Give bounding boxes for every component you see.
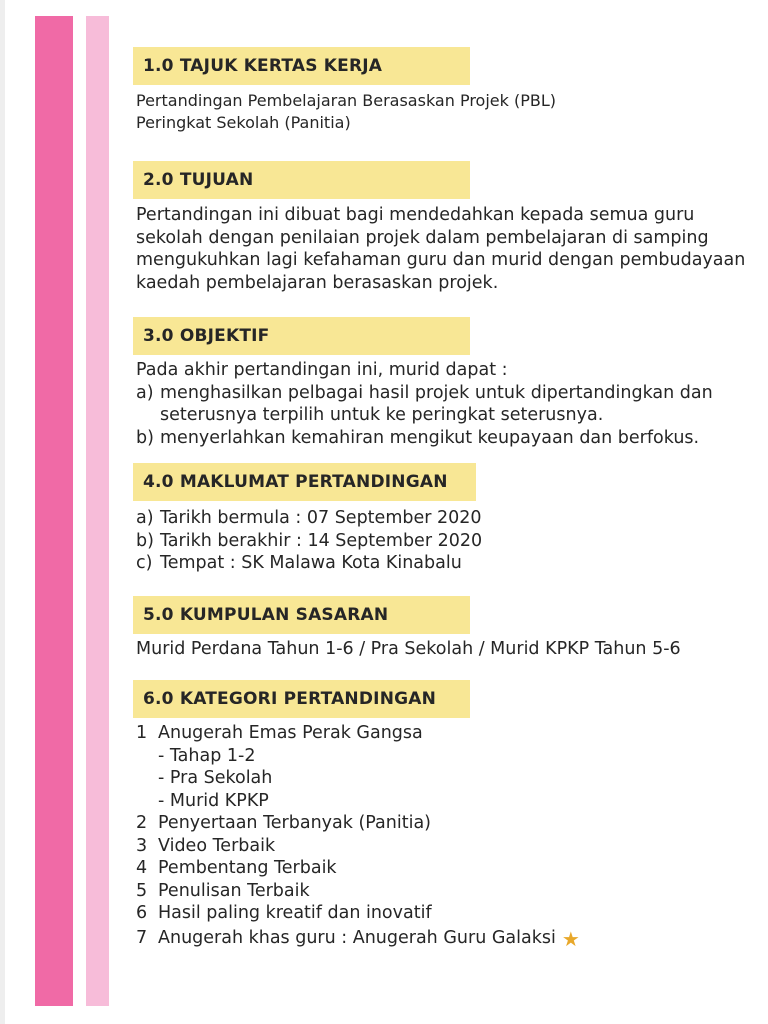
tujuan-line: sekolah dengan penilaian projek dalam pembelajaran di samping bbox=[136, 227, 709, 248]
kategori-list bbox=[136, 722, 580, 949]
item-number: 6 bbox=[136, 903, 148, 923]
tujuan-line: kaedah pembelajaran berasaskan projek. bbox=[136, 272, 499, 293]
section-heading-kategori: 6.0 KATEGORI PERTANDINGAN bbox=[133, 680, 470, 718]
tajuk-text bbox=[136, 90, 556, 134]
list-item bbox=[136, 857, 580, 880]
item-number: 3 bbox=[136, 835, 148, 856]
item-number: 1 bbox=[136, 723, 148, 743]
list-item bbox=[136, 427, 713, 450]
list-item bbox=[136, 880, 580, 903]
section-heading-tujuan: 2.0 TUJUAN bbox=[133, 161, 470, 199]
item-number: 2 bbox=[136, 813, 148, 833]
item-text: Hasil paling kreatif dan inovatif bbox=[158, 903, 432, 923]
list-item bbox=[136, 835, 580, 858]
list-item bbox=[136, 382, 713, 427]
list-item bbox=[136, 552, 482, 575]
section-heading-sasaran: 5.0 KUMPULAN SASARAN bbox=[133, 596, 470, 634]
item-number: 5 bbox=[136, 880, 148, 901]
list-item bbox=[136, 902, 580, 925]
item-text: Video Terbaik bbox=[158, 835, 276, 856]
tajuk-line1: Pertandingan Pembelajaran Berasaskan Projek (PBL) bbox=[136, 91, 557, 110]
objektif-intro: Pada akhir pertandingan ini, murid dapat : bbox=[136, 360, 508, 380]
item-label: c) bbox=[136, 553, 153, 573]
item-text: Pembentang Terbaik bbox=[158, 858, 337, 878]
list-item bbox=[136, 925, 580, 950]
item-label: b) bbox=[136, 530, 154, 551]
list-item bbox=[136, 530, 482, 553]
item-text: Tarikh berakhir : 14 September 2020 bbox=[160, 530, 483, 551]
left-edge bbox=[0, 0, 5, 1024]
sub-item: - Pra Sekolah bbox=[158, 768, 273, 788]
item-text: Anugerah khas guru : Anugerah Guru Galaksi bbox=[158, 927, 556, 948]
item-number: 4 bbox=[136, 858, 148, 878]
item-label: b) bbox=[136, 427, 154, 448]
list-item bbox=[136, 812, 580, 835]
objektif-list bbox=[136, 359, 713, 449]
pink-stripe-light bbox=[86, 16, 109, 1006]
pink-stripe-dark bbox=[35, 16, 73, 1006]
tujuan-text bbox=[136, 204, 745, 294]
item-label: a) bbox=[136, 382, 154, 403]
tajuk-line2: Peringkat Sekolah (Panitia) bbox=[136, 113, 351, 132]
item-text: seterusnya terpilih untuk ke peringkat seterusnya. bbox=[160, 405, 604, 425]
section-heading-tajuk: 1.0 TAJUK KERTAS KERJA bbox=[133, 47, 470, 85]
section-heading-maklumat: 4.0 MAKLUMAT PERTANDINGAN bbox=[133, 463, 476, 501]
item-text: Penulisan Terbaik bbox=[158, 880, 310, 901]
item-text: Penyertaan Terbanyak (Panitia) bbox=[158, 813, 431, 833]
item-text: Tempat : SK Malawa Kota Kinabalu bbox=[160, 553, 462, 573]
list-item bbox=[136, 722, 580, 745]
star-icon: ★ bbox=[561, 926, 580, 951]
item-text: Tarikh bermula : 07 September 2020 bbox=[160, 508, 482, 528]
tujuan-line: mengukuhkan lagi kefahaman guru dan murid dengan pembudayaan bbox=[136, 250, 746, 270]
section-heading-objektif: 3.0 OBJEKTIF bbox=[133, 317, 470, 355]
item-text: menghasilkan pelbagai hasil projek untuk dipertandingkan dan bbox=[160, 382, 713, 403]
item-number: 7 bbox=[136, 927, 148, 948]
sub-item: - Murid KPKP bbox=[158, 790, 269, 811]
sub-item: - Tahap 1-2 bbox=[158, 745, 256, 766]
item-text: menyerlahkan kemahiran mengikut keupayaan dan berfokus. bbox=[160, 427, 700, 448]
item-label: a) bbox=[136, 508, 154, 528]
tujuan-line: Pertandingan ini dibuat bagi mendedahkan kepada semua guru bbox=[136, 205, 695, 225]
item-text: Anugerah Emas Perak Gangsa bbox=[158, 723, 423, 743]
sasaran-text: Murid Perdana Tahun 1-6 / Pra Sekolah / Murid KPKP Tahun 5-6 bbox=[136, 639, 681, 659]
list-item bbox=[136, 507, 482, 530]
maklumat-list bbox=[136, 507, 482, 575]
